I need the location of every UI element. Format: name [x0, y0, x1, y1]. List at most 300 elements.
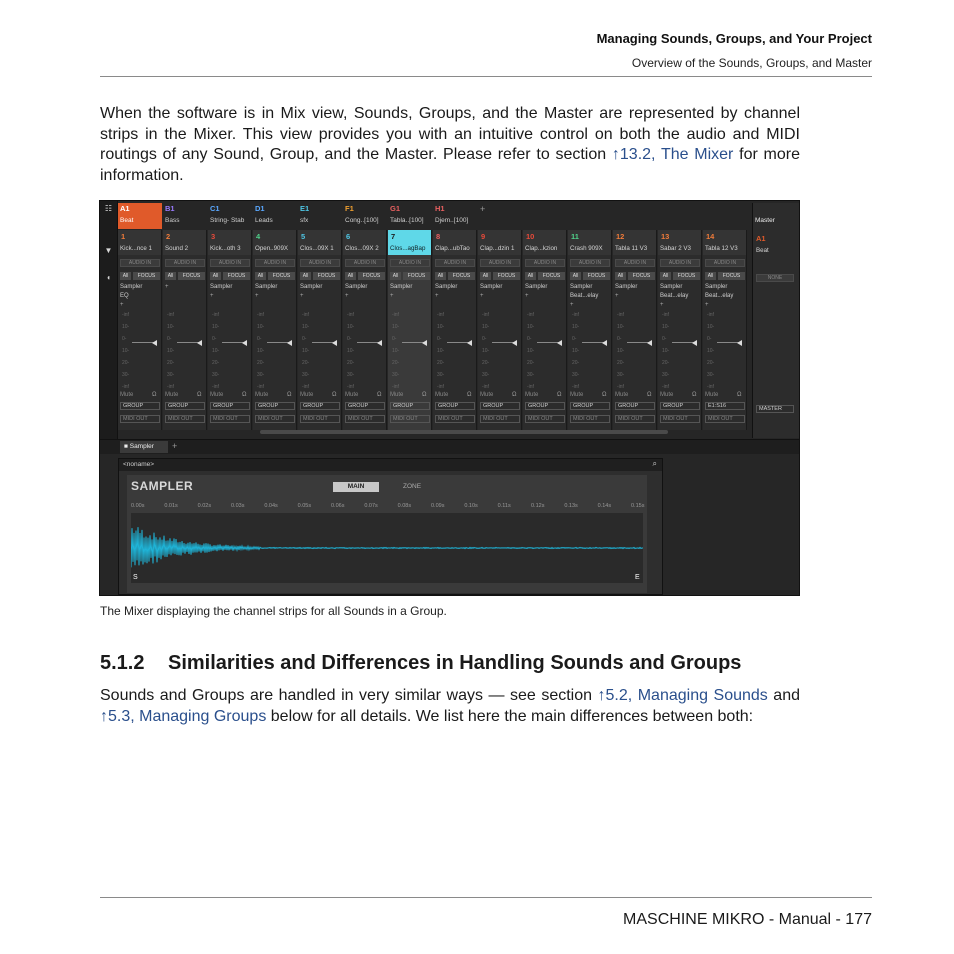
strip-header[interactable] [703, 230, 746, 255]
plugin-slot[interactable]: Sampler [210, 284, 233, 290]
link-managing-groups[interactable]: ↑5.3, Managing Groups [100, 707, 267, 725]
strip-header[interactable] [298, 230, 341, 255]
ruler-tick: 0.05s [297, 503, 312, 509]
fader-scale-mark: 20- [662, 360, 670, 366]
output-routing[interactable]: GROUP [480, 402, 520, 410]
mute-button[interactable] [255, 392, 292, 398]
output-routing[interactable]: GROUP [390, 402, 430, 410]
fader-scale-mark: 0- [437, 336, 442, 342]
focus-row [165, 272, 205, 280]
fader-scale-mark: 20- [257, 360, 265, 366]
focus-row [210, 272, 250, 280]
group-row [118, 203, 750, 229]
focus-button[interactable]: FOCUS [493, 272, 520, 280]
ruler-tick: 0.12s [531, 503, 545, 509]
sound-name: Clap...kzion [525, 245, 558, 252]
fader-handle[interactable] [242, 340, 247, 346]
ruler-tick: 0.02s [197, 503, 212, 509]
add-plugin-slot[interactable]: + [255, 293, 259, 299]
volume-fader[interactable] [257, 312, 293, 392]
strip-header[interactable] [118, 230, 161, 255]
add-plugin-button[interactable]: + [172, 441, 178, 451]
fader-scale-mark: 20- [212, 360, 220, 366]
plugin-slot[interactable]: EQ [120, 293, 129, 299]
midi-out-routing[interactable]: MIDI OUT [435, 415, 475, 423]
preset-name: <noname> [123, 461, 155, 468]
sound-strip[interactable] [298, 230, 342, 430]
ruler-tick: 0.01s [164, 503, 178, 509]
output-routing[interactable]: E1:S16 [705, 402, 745, 410]
fader-scale-mark: 10- [662, 348, 670, 354]
fader-scale-mark: 20- [437, 360, 445, 366]
add-plugin-slot[interactable]: + [435, 293, 439, 299]
add-plugin-slot[interactable]: + [390, 293, 394, 299]
link-managing-sounds[interactable]: ↑5.2, Managing Sounds [597, 687, 768, 704]
fader-handle[interactable] [737, 340, 742, 346]
ruler-tick: 0.03s [231, 503, 245, 509]
running-header-section: Overview of the Sounds, Groups, and Master [631, 56, 872, 70]
fader-scale-mark: 20- [572, 360, 580, 366]
output-routing[interactable]: GROUP [120, 402, 160, 410]
fader-scale-mark: -inf [347, 312, 354, 318]
all-button[interactable]: All [525, 272, 536, 280]
plugin-slot[interactable]: Beat...elay [660, 293, 689, 299]
fader-scale-mark: 0- [572, 336, 577, 342]
group-name: Djem..[100] [435, 217, 469, 224]
focus-button[interactable]: FOCUS [448, 272, 475, 280]
strip-header[interactable] [208, 230, 251, 255]
plugin-slot[interactable]: Beat...elay [705, 293, 734, 299]
audio-in-button[interactable]: AUDIO IN [345, 259, 385, 267]
plugin-slot[interactable]: Sampler [570, 284, 593, 290]
sound-strip[interactable] [433, 230, 477, 430]
sound-strip[interactable] [388, 230, 432, 430]
all-button[interactable]: All [390, 272, 401, 280]
group-tab[interactable] [388, 203, 432, 229]
headphones-icon[interactable]: Ω [512, 392, 517, 398]
volume-fader[interactable] [122, 312, 158, 392]
midi-out-routing[interactable]: MIDI OUT [120, 415, 160, 423]
fader-handle[interactable] [602, 340, 607, 346]
headphones-icon[interactable]: Ω [737, 392, 742, 398]
sound-strip[interactable] [253, 230, 297, 430]
audio-in-button[interactable]: AUDIO IN [615, 259, 655, 267]
ruler-tick: 0.13s [564, 503, 578, 509]
fader-scale-mark: 20- [122, 360, 130, 366]
headphones-icon[interactable]: Ω [692, 392, 697, 398]
sound-strip[interactable] [523, 230, 567, 430]
strip-header[interactable] [343, 230, 386, 255]
all-button[interactable]: All [705, 272, 716, 280]
fader-scale-mark: -inf [167, 384, 174, 390]
all-button[interactable]: All [570, 272, 581, 280]
fader-scale-mark: 30- [257, 372, 265, 378]
sound-number: 14 [706, 232, 715, 241]
sound-name: Open..909X [255, 245, 289, 252]
fader-scale-mark: 10- [167, 348, 175, 354]
focus-button[interactable]: FOCUS [718, 272, 745, 280]
all-button[interactable]: All [615, 272, 626, 280]
fader-scale-mark: -inf [482, 312, 489, 318]
focus-row [255, 272, 295, 280]
volume-fader[interactable] [347, 312, 383, 392]
focus-button[interactable]: FOCUS [583, 272, 610, 280]
group-tab[interactable] [118, 203, 162, 229]
plugin-slot[interactable]: Sampler [705, 284, 728, 290]
sound-strip[interactable] [343, 230, 387, 430]
fader-handle[interactable] [287, 340, 292, 346]
headphones-icon[interactable]: Ω [647, 392, 652, 398]
time-ruler [131, 503, 643, 511]
sound-number: 8 [436, 232, 441, 241]
focus-row [570, 272, 610, 280]
fader-track [447, 342, 469, 343]
sound-number: 7 [391, 232, 396, 241]
sound-strip[interactable] [163, 230, 207, 430]
midi-out-routing[interactable]: MIDI OUT [660, 415, 700, 423]
volume-fader[interactable] [392, 312, 428, 392]
headphones-icon[interactable]: Ω [287, 392, 292, 398]
fader-scale-mark: 30- [527, 372, 535, 378]
master-none-button[interactable]: NONE [756, 274, 794, 282]
focus-button[interactable]: FOCUS [628, 272, 655, 280]
plugin-slot[interactable]: Sampler [435, 284, 458, 290]
output-routing[interactable]: GROUP [345, 402, 385, 410]
sound-strip[interactable] [658, 230, 702, 430]
audio-in-button[interactable]: AUDIO IN [390, 259, 430, 267]
sound-name: Sound 2 [165, 245, 189, 252]
output-routing[interactable]: GROUP [210, 402, 250, 410]
tab-zone[interactable]: ZONE [403, 483, 422, 490]
fader-handle[interactable] [512, 340, 517, 346]
sound-strip[interactable] [118, 230, 162, 430]
fader-handle[interactable] [332, 340, 337, 346]
fader-scale-mark: 30- [347, 372, 355, 378]
headphones-icon[interactable]: Ω [602, 392, 607, 398]
ruler-tick: 0.15s [631, 503, 645, 509]
all-button[interactable]: All [210, 272, 221, 280]
mute-button[interactable] [210, 392, 247, 398]
group-tab[interactable] [298, 203, 342, 229]
add-plugin-slot[interactable]: + [345, 293, 349, 299]
fader-scale-mark: 20- [617, 360, 625, 366]
add-plugin-slot[interactable]: + [210, 293, 214, 299]
mute-button[interactable] [525, 392, 562, 398]
plugin-slot[interactable]: Sampler [300, 284, 323, 290]
strip-header[interactable] [478, 230, 521, 255]
mute-button[interactable] [390, 392, 427, 398]
fader-scale-mark: -inf [662, 312, 669, 318]
fader-handle[interactable] [152, 340, 157, 346]
volume-fader[interactable] [167, 312, 203, 392]
mute-button[interactable] [615, 392, 652, 398]
plugin-slot[interactable]: Sampler [660, 284, 683, 290]
fader-scale-mark: 10- [212, 348, 220, 354]
all-button[interactable]: All [345, 272, 356, 280]
group-label: D1 [255, 204, 265, 213]
add-plugin-slot[interactable]: + [120, 302, 124, 308]
tab-main[interactable]: MAIN [333, 482, 379, 492]
mute-button[interactable] [345, 392, 382, 398]
mute-button[interactable] [705, 392, 742, 398]
fader-track [177, 342, 199, 343]
volume-fader[interactable] [572, 312, 608, 392]
midi-out-routing[interactable]: MIDI OUT [255, 415, 295, 423]
all-button[interactable]: All [120, 272, 131, 280]
start-marker[interactable]: S [133, 574, 138, 581]
fader-scale-mark: 10- [662, 324, 670, 330]
all-button[interactable]: All [480, 272, 491, 280]
midi-out-routing[interactable]: MIDI OUT [390, 415, 430, 423]
audio-in-button[interactable]: AUDIO IN [255, 259, 295, 267]
fader-handle[interactable] [692, 340, 697, 346]
fader-scale-mark: -inf [167, 312, 174, 318]
focus-button[interactable]: FOCUS [223, 272, 250, 280]
fader-scale-mark: 20- [392, 360, 400, 366]
volume-fader[interactable] [707, 312, 743, 392]
section-title: Similarities and Differences in Handling Sounds and Groups [168, 652, 742, 674]
plugin-slot[interactable]: Beat...elay [570, 293, 599, 299]
midi-out-routing[interactable]: MIDI OUT [165, 415, 205, 423]
plugin-slot[interactable]: Sampler [615, 284, 638, 290]
end-marker[interactable]: E [635, 574, 640, 581]
add-plugin-slot[interactable]: + [705, 302, 709, 308]
strip-header[interactable] [253, 230, 296, 255]
strip-header[interactable] [163, 230, 206, 255]
strip-header[interactable] [658, 230, 701, 255]
fader-scale-mark: 30- [392, 372, 400, 378]
fader-scale-mark: 10- [212, 324, 220, 330]
headphones-icon[interactable]: Ω [377, 392, 382, 398]
master-output[interactable]: MASTER [756, 405, 794, 413]
volume-fader[interactable] [662, 312, 698, 392]
add-plugin-slot[interactable]: + [525, 293, 529, 299]
sound-number: 2 [166, 232, 171, 241]
output-routing[interactable]: GROUP [525, 402, 565, 410]
sound-name: Tabla 12 V3 [705, 245, 738, 252]
group-tab[interactable] [208, 203, 252, 229]
add-plugin-slot[interactable]: + [165, 284, 169, 290]
output-routing[interactable]: GROUP [660, 402, 700, 410]
focus-button[interactable]: FOCUS [313, 272, 340, 280]
output-routing[interactable]: GROUP [615, 402, 655, 410]
focus-button[interactable]: FOCUS [538, 272, 565, 280]
plugin-slot[interactable]: Sampler [345, 284, 368, 290]
sound-strip[interactable] [478, 230, 522, 430]
fader-handle[interactable] [197, 340, 202, 346]
sound-strip[interactable] [703, 230, 747, 430]
mute-label: Mute [300, 392, 314, 398]
focus-button[interactable]: FOCUS [358, 272, 385, 280]
headphones-icon[interactable]: Ω [242, 392, 247, 398]
sound-strip[interactable] [613, 230, 657, 430]
audio-in-button[interactable]: AUDIO IN [435, 259, 475, 267]
midi-out-routing[interactable]: MIDI OUT [615, 415, 655, 423]
add-group-button[interactable]: + [480, 204, 486, 214]
fader-scale-mark: 0- [527, 336, 532, 342]
midi-out-routing[interactable]: MIDI OUT [525, 415, 565, 423]
mixer-icon: ☷ [104, 204, 113, 213]
audio-in-button[interactable]: AUDIO IN [300, 259, 340, 267]
sound-number: 1 [121, 232, 126, 241]
sound-strips [118, 230, 750, 430]
strip-header[interactable] [523, 230, 566, 255]
output-routing[interactable]: GROUP [570, 402, 610, 410]
fader-scale-mark: -inf [527, 312, 534, 318]
audio-in-button[interactable]: AUDIO IN [525, 259, 565, 267]
fader-handle[interactable] [467, 340, 472, 346]
all-button[interactable]: All [255, 272, 266, 280]
plugin-slot[interactable]: Sampler [480, 284, 503, 290]
all-button[interactable]: All [435, 272, 446, 280]
strip-header[interactable] [568, 230, 611, 255]
group-label: G1 [390, 204, 401, 213]
mute-button[interactable] [480, 392, 517, 398]
midi-out-routing[interactable]: MIDI OUT [345, 415, 385, 423]
focus-row [525, 272, 565, 280]
group-tab[interactable] [163, 203, 207, 229]
fader-track [582, 342, 604, 343]
plugin-slot[interactable]: Sampler [525, 284, 548, 290]
all-button[interactable]: All [300, 272, 311, 280]
plugin-slot[interactable]: Sampler [390, 284, 413, 290]
volume-fader[interactable] [527, 312, 563, 392]
all-button[interactable]: All [165, 272, 176, 280]
group-tab[interactable] [253, 203, 297, 229]
audio-in-button[interactable]: AUDIO IN [210, 259, 250, 267]
fader-scale-mark: 10- [392, 348, 400, 354]
speaker-icon: ◖ [106, 273, 111, 282]
midi-out-routing[interactable]: MIDI OUT [210, 415, 250, 423]
sound-strip[interactable] [568, 230, 612, 430]
volume-fader[interactable] [482, 312, 518, 392]
headphones-icon[interactable]: Ω [422, 392, 427, 398]
midi-out-routing[interactable]: MIDI OUT [705, 415, 745, 423]
volume-fader[interactable] [212, 312, 248, 392]
focus-row [345, 272, 385, 280]
mute-button[interactable] [165, 392, 202, 398]
headphones-icon[interactable]: Ω [197, 392, 202, 398]
audio-in-button[interactable]: AUDIO IN [120, 259, 160, 267]
plugin-tab-sampler[interactable]: ■ Sampler [120, 441, 168, 453]
fader-scale-mark: 20- [707, 360, 715, 366]
midi-out-routing[interactable]: MIDI OUT [480, 415, 520, 423]
audio-in-button[interactable]: AUDIO IN [480, 259, 520, 267]
mixer-screenshot [99, 200, 800, 596]
fader-scale-mark: 20- [347, 360, 355, 366]
headphones-icon[interactable]: Ω [332, 392, 337, 398]
midi-out-routing[interactable]: MIDI OUT [570, 415, 610, 423]
fader-scale-mark: -inf [347, 384, 354, 390]
mute-button[interactable] [660, 392, 697, 398]
add-plugin-slot[interactable]: + [615, 293, 619, 299]
midi-out-routing[interactable]: MIDI OUT [300, 415, 340, 423]
running-header-chapter: Managing Sounds, Groups, and Your Project [596, 31, 872, 46]
headphones-icon[interactable]: Ω [467, 392, 472, 398]
fader-scale-mark: 0- [347, 336, 352, 342]
link-the-mixer[interactable]: ↑13.2, The Mixer [611, 146, 734, 163]
all-button[interactable]: All [660, 272, 671, 280]
fader-scale-mark: 0- [707, 336, 712, 342]
fader-scale-mark: -inf [572, 312, 579, 318]
mute-button[interactable] [435, 392, 472, 398]
output-routing[interactable]: GROUP [435, 402, 475, 410]
focus-button[interactable]: FOCUS [403, 272, 430, 280]
mute-label: Mute [435, 392, 449, 398]
focus-button[interactable]: FOCUS [178, 272, 205, 280]
group-label: F1 [345, 204, 354, 213]
fader-scale-mark: 0- [482, 336, 487, 342]
output-routing[interactable]: GROUP [300, 402, 340, 410]
fader-scale-mark: 10- [707, 324, 715, 330]
plugin-slot[interactable]: Sampler [255, 284, 278, 290]
fader-scale-mark: 10- [257, 324, 265, 330]
focus-button[interactable]: FOCUS [673, 272, 700, 280]
output-routing[interactable]: GROUP [255, 402, 295, 410]
add-plugin-slot[interactable]: + [570, 302, 574, 308]
section-heading [100, 652, 741, 675]
search-icon[interactable]: ⌕ [652, 459, 657, 468]
headphones-icon[interactable]: Ω [152, 392, 157, 398]
plugin-slot[interactable]: Sampler [120, 284, 143, 290]
sound-name: Sabar 2 V3 [660, 245, 691, 252]
mute-button[interactable] [300, 392, 337, 398]
sound-name: Tabla 11 V3 [615, 245, 648, 252]
group-tab[interactable] [343, 203, 387, 229]
ruler-tick: 0.08s [397, 503, 412, 509]
fader-handle[interactable] [557, 340, 562, 346]
fader-scale-mark: 30- [572, 372, 580, 378]
fader-scale-mark: 10- [707, 348, 715, 354]
add-plugin-slot[interactable]: + [660, 302, 664, 308]
fader-scale-mark: 0- [617, 336, 622, 342]
mute-button[interactable] [120, 392, 157, 398]
fader-scale-mark: -inf [302, 384, 309, 390]
waveform-path [131, 527, 643, 567]
sound-number: 11 [571, 232, 579, 241]
volume-fader[interactable] [617, 312, 653, 392]
output-routing[interactable]: GROUP [165, 402, 205, 410]
add-plugin-slot[interactable]: + [480, 293, 484, 299]
focus-row [480, 272, 520, 280]
audio-in-button[interactable]: AUDIO IN [705, 259, 745, 267]
volume-fader[interactable] [302, 312, 338, 392]
mute-label: Mute [660, 392, 674, 398]
fader-scale-mark: 10- [302, 348, 310, 354]
volume-fader[interactable] [437, 312, 473, 392]
group-tab[interactable] [433, 203, 477, 229]
mute-button[interactable] [570, 392, 607, 398]
headphones-icon[interactable]: Ω [557, 392, 562, 398]
focus-button[interactable]: FOCUS [268, 272, 295, 280]
strip-header[interactable] [388, 230, 431, 255]
focus-button[interactable]: FOCUS [133, 272, 160, 280]
audio-in-button[interactable]: AUDIO IN [660, 259, 700, 267]
audio-in-button[interactable]: AUDIO IN [165, 259, 205, 267]
horizontal-scrollbar[interactable] [260, 430, 668, 434]
add-plugin-slot[interactable]: + [300, 293, 304, 299]
strip-header[interactable] [613, 230, 656, 255]
fader-handle[interactable] [377, 340, 382, 346]
fader-track [537, 342, 559, 343]
fader-handle[interactable] [422, 340, 427, 346]
fader-handle[interactable] [647, 340, 652, 346]
waveform-display[interactable] [131, 513, 643, 583]
sound-strip[interactable] [208, 230, 252, 430]
strip-header[interactable] [433, 230, 476, 255]
fader-track [717, 342, 739, 343]
audio-in-button[interactable]: AUDIO IN [570, 259, 610, 267]
